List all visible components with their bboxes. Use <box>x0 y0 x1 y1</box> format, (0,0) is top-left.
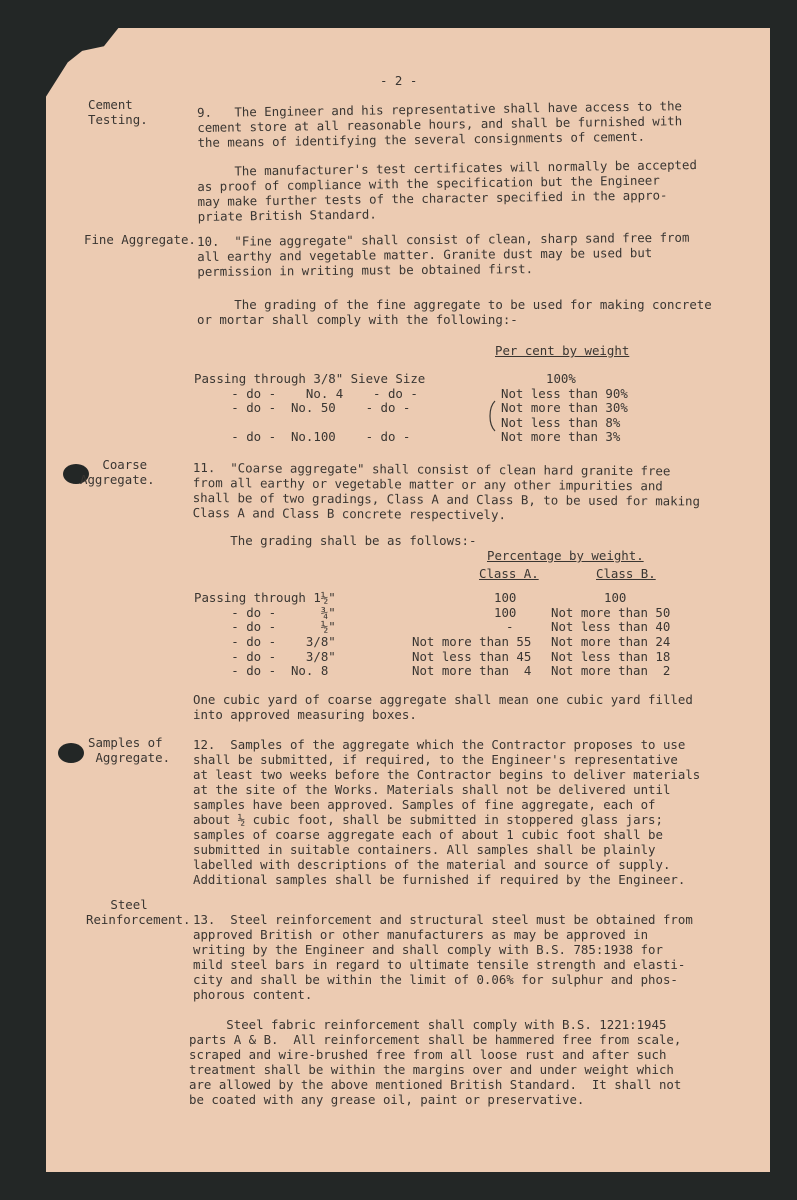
fine-table-row-label: - do - No. 4 - do - <box>194 386 418 401</box>
coarse-table-cell-a: 100 <box>494 590 517 605</box>
margin-heading-steel: Steel <box>88 897 148 912</box>
fine-table-row-value: Not more than 3% <box>501 429 621 444</box>
coarse-table-cell-b: 100 <box>604 590 627 605</box>
coarse-table-cell-a: Not more than 4 <box>412 663 532 678</box>
coarse-table-cell-b: Not less than 40 <box>551 619 671 634</box>
coarse-table-cell-a: Not more than 55 <box>412 634 532 649</box>
fine-table-row-label: - do - No. 50 - do - <box>194 400 411 415</box>
clause-11-para-3: One cubic yard of coarse aggregate shall mean one cubic yard filled into approved measuring boxes. <box>193 692 693 722</box>
clause-11-para-2: The grading shall be as follows:- <box>193 533 477 548</box>
brace-icon <box>487 400 497 432</box>
coarse-table-row-label: - do - ¾" <box>194 605 336 620</box>
clause-12: 12. Samples of the aggregate which the Contractor proposes to use shall be submitted, if required, to the Engineer's representative at least two weeks before the Contractor begins to deliver materials at the site of the Works. Materials shall not be delivered until samples have been approved. Samples of fine aggregate, each of about ½ cubic foot, shall be submitted in stoppered glass jars; samples of coarse aggregate each of about 1 cubic foot shall be submitted in suitable containers. All samples shall be plainly labelled with descriptions of the material and source of supply. Additional samples shall be furnished if required by the Engineer. <box>193 737 701 887</box>
coarse-table-col-b: Class B. <box>596 566 656 581</box>
margin-heading-coarse-aggregate: Coarse Aggregate. <box>80 457 155 487</box>
fine-table-header: Per cent by weight <box>495 343 630 358</box>
margin-heading-cement-testing: Cement Testing. <box>88 97 148 127</box>
coarse-table-row-label: Passing through 1½" <box>194 590 336 605</box>
coarse-table-col-a: Class A. <box>479 566 539 581</box>
clause-9-para-2: The manufacturer's test certificates will normally be accepted as proof of compliance with the specification but the Engineer may make further tests of the character specified in the appro- priate British Standard. <box>197 157 697 224</box>
fine-table-row-value: 100% <box>546 371 576 386</box>
fine-table-row-label: - do - No.100 - do - <box>194 429 411 444</box>
coarse-table-row-label: - do - 3/8" <box>194 634 336 649</box>
coarse-table-cell-b: Not more than 2 <box>551 663 671 678</box>
clause-9-para-1: 9. The Engineer and his representative shall have access to the cement store at all reasonable hours, and shall be furnished with the means of identifying the several consignments of cement. <box>197 98 683 150</box>
clause-13-para-1: 13. Steel reinforcement and structural steel must be obtained from approved British or other manufacturers as may be approved in writing by the Engineer and shall comply with B.S. 785:1938 for mild steel bars in regard to ultimate tensile strength and elasti- city and shall be within the limit of 0.06% for sulphur and phos- phorous content. <box>193 912 693 1002</box>
fine-table-row-value: Not more than 30% Not less than 8% <box>501 400 628 430</box>
margin-heading-reinforcement: Reinforcement. <box>86 912 191 927</box>
fine-table-row-value: Not less than 90% <box>501 386 628 401</box>
margin-heading-fine-aggregate: Fine Aggregate. <box>84 232 196 247</box>
coarse-table-cell-b: Not more than 24 <box>551 634 671 649</box>
coarse-table-cell-a: 100 <box>494 605 517 620</box>
coarse-table-header: Percentage by weight. <box>487 548 644 563</box>
coarse-table-cell-a: Not less than 45 <box>412 649 532 664</box>
clause-10-para-2: The grading of the fine aggregate to be used for making concrete or mortar shall comply with the following:- <box>197 297 712 327</box>
coarse-table-cell-b: Not more than 50 <box>551 605 671 620</box>
punch-hole <box>58 743 84 763</box>
coarse-table-row-label: - do - 3/8" <box>194 649 336 664</box>
clause-11-para-1: 11. "Coarse aggregate" shall consist of clean hard granite free from all earthy or vegetable matter or any other impurities and shall be of two gradings, Class A and Class B, to be used for making Class A and Class B concrete respectively. <box>192 460 701 523</box>
clause-10-para-1: 10. "Fine aggregate" shall consist of clean, sharp sand free from all earthy and vegetable matter. Granite dust may be used but permission in writing must be obtained first. <box>197 229 690 279</box>
fine-table-row-label: Passing through 3/8" Sieve Size <box>194 371 426 386</box>
coarse-table-cell-a: - <box>506 619 514 634</box>
margin-heading-samples: Samples of Aggregate. <box>88 735 171 765</box>
clause-13-para-2: Steel fabric reinforcement shall comply with B.S. 1221:1945 parts A & B. All reinforcement shall be hammered free from scale, scraped and wire-brushed free from all loose rust and after such treatment shall be within the margins over and under weight which are allowed by the above mentioned British Standard. It shall not be coated with any grease oil, paint or preservative. <box>189 1017 682 1107</box>
coarse-table-cell-b: Not less than 18 <box>551 649 671 664</box>
coarse-table-row-label: - do - No. 8 <box>194 663 329 678</box>
coarse-table-row-label: - do - ½" <box>194 619 336 634</box>
page-number: - 2 - <box>380 73 418 88</box>
